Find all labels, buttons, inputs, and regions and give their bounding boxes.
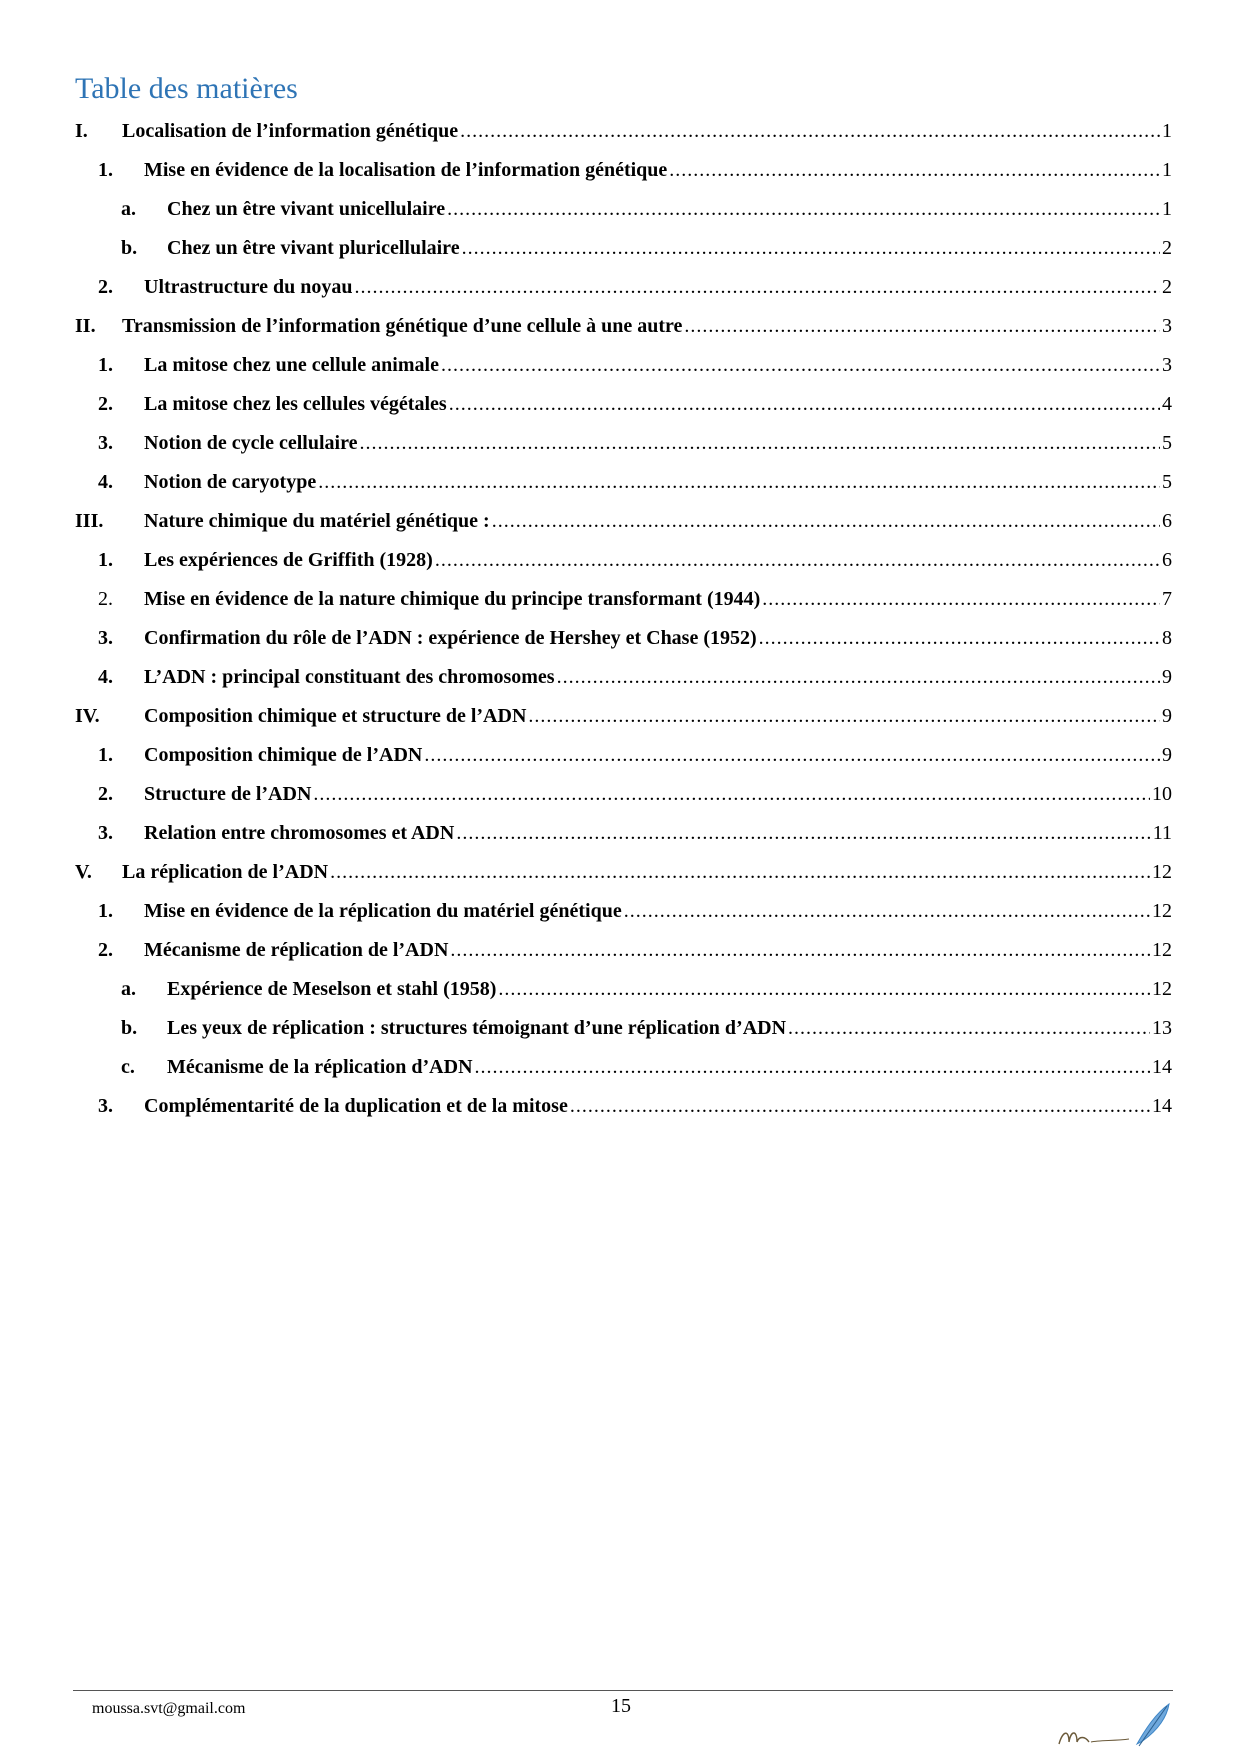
dot-leader [318,471,1160,494]
toc-entry-page: 1 [1162,159,1172,181]
dot-leader [498,978,1150,1001]
dot-leader [460,120,1160,143]
toc-entry-section-5[interactable] [75,853,1172,892]
dot-leader [462,237,1160,260]
toc-entry-5-2[interactable] [75,931,1172,970]
toc-entry-title: Structure de l’ADN [144,783,312,805]
dot-leader [447,198,1160,221]
dot-leader [450,939,1150,962]
toc-entry-page: 12 [1152,939,1172,961]
toc-entry-1-1-a[interactable] [75,190,1172,229]
dot-leader [449,393,1160,416]
dot-leader [669,159,1160,182]
toc-entry-title: Mécanisme de réplication de l’ADN [144,939,449,961]
toc-entry-4-1[interactable] [75,736,1172,775]
toc-entry-title: Les expériences de Griffith (1928) [144,549,433,571]
dot-leader [456,822,1150,845]
toc-entry-section-2[interactable] [75,307,1172,346]
toc-entry-number: 2. [98,783,113,805]
toc-entry-number: 1. [98,159,113,181]
toc-entry-page: 2 [1162,276,1172,298]
toc-entry-title: Relation entre chromosomes et ADN [144,822,455,844]
toc-entry-number: 2. [98,588,113,610]
toc-entry-page: 14 [1152,1056,1172,1078]
toc-entry-page: 1 [1162,198,1172,220]
toc-entry-number: 3. [98,627,113,649]
toc-entry-page: 3 [1162,315,1172,337]
toc-entry-1-1[interactable] [75,151,1172,190]
toc-entry-1-2[interactable] [75,268,1172,307]
toc-entry-number: I. [75,120,88,142]
toc-entry-title: Expérience de Meselson et stahl (1958) [167,978,497,1000]
toc-entry-number: 4. [98,471,113,493]
toc-entry-title: Composition chimique de l’ADN [144,744,423,766]
dot-leader [424,744,1160,767]
dot-leader [528,705,1160,728]
toc-entry-page: 9 [1162,744,1172,766]
toc-entry-page: 6 [1162,549,1172,571]
toc-entry-4-2[interactable] [75,775,1172,814]
page-number: 15 [611,1695,631,1717]
toc-entry-title: Localisation de l’information génétique [122,120,459,142]
dot-leader [313,783,1150,806]
dot-leader [624,900,1150,923]
toc-entry-1-1-b[interactable] [75,229,1172,268]
toc-entry-4-3[interactable] [75,814,1172,853]
toc-entry-page: 5 [1162,432,1172,454]
dot-leader [762,588,1160,611]
toc-entry-number: 1. [98,744,113,766]
toc-entry-section-3[interactable] [75,502,1172,541]
dot-leader [557,666,1160,689]
toc-title: Table des matières [75,72,298,105]
toc-entry-number: 2. [98,276,113,298]
toc-entry-page: 12 [1152,900,1172,922]
toc-entry-number: 1. [98,549,113,571]
toc-entry-page: 6 [1162,510,1172,532]
toc-entry-title: Mise en évidence de la localisation de l’information génétique [144,159,668,181]
toc-entry-5-3[interactable] [75,1087,1172,1126]
toc-entry-3-4[interactable] [75,658,1172,697]
toc-entry-page: 9 [1162,705,1172,727]
toc-entry-page: 2 [1162,237,1172,259]
toc-entry-page: 12 [1152,978,1172,1000]
toc-entry-page: 1 [1162,120,1172,142]
toc-entry-number: V. [75,861,92,883]
toc-entry-title: Ultrastructure du noyau [144,276,353,298]
toc-entry-2-3[interactable] [75,424,1172,463]
toc-entry-page: 7 [1162,588,1172,610]
toc-entry-number: II. [75,315,96,337]
toc-entry-number: IV. [75,705,100,727]
toc-entry-page: 4 [1162,393,1172,415]
dot-leader [359,432,1160,455]
toc-entry-title: Les yeux de réplication : structures témoignant d’une réplication d’ADN [167,1017,787,1039]
toc-entry-2-2[interactable] [75,385,1172,424]
dot-leader [684,315,1160,338]
toc-entry-title: La réplication de l’ADN [122,861,329,883]
toc-entry-page: 3 [1162,354,1172,376]
toc-entry-number: a. [121,978,136,1000]
dot-leader [441,354,1160,377]
toc-entry-title: Mise en évidence de la nature chimique du principe transformant (1944) [144,588,761,610]
toc-entry-title: Complémentarité de la duplication et de la mitose [144,1095,568,1117]
toc-entry-3-3[interactable] [75,619,1172,658]
toc-entry-title: Mécanisme de la réplication d’ADN [167,1056,473,1078]
toc-entry-page: 12 [1152,861,1172,883]
dot-leader [330,861,1150,884]
dot-leader [435,549,1160,572]
table-of-contents [75,112,1172,1126]
toc-entry-number: 4. [98,666,113,688]
toc-entry-title: Chez un être vivant unicellulaire [167,198,446,220]
toc-entry-page: 13 [1152,1017,1172,1039]
toc-entry-5-2-c[interactable] [75,1048,1172,1087]
toc-entry-page: 14 [1152,1095,1172,1117]
toc-entry-number: III. [75,510,104,532]
toc-entry-page: 5 [1162,471,1172,493]
toc-entry-title: Chez un être vivant pluricellulaire [167,237,460,259]
toc-entry-number: b. [121,237,138,259]
toc-entry-number: c. [121,1056,135,1078]
toc-entry-title: Notion de cycle cellulaire [144,432,358,454]
toc-entry-title: La mitose chez les cellules végétales [144,393,447,415]
toc-entry-number: 3. [98,432,113,454]
dot-leader [788,1017,1150,1040]
toc-entry-number: a. [121,198,136,220]
toc-entry-2-4[interactable] [75,463,1172,502]
toc-entry-2-1[interactable] [75,346,1172,385]
toc-entry-title: L’ADN : principal constituant des chromosomes [144,666,555,688]
toc-entry-page: 11 [1152,822,1172,844]
toc-entry-title: Confirmation du rôle de l’ADN : expérience de Hershey et Chase (1952) [144,627,757,649]
footer-divider [73,1690,1173,1691]
dot-leader [570,1095,1150,1118]
toc-entry-number: 3. [98,1095,113,1117]
toc-entry-number: b. [121,1017,138,1039]
toc-entry-number: 1. [98,900,113,922]
toc-entry-title: Notion de caryotype [144,471,317,493]
toc-entry-3-2[interactable] [75,580,1172,619]
toc-entry-5-2-b[interactable] [75,1009,1172,1048]
dot-leader [492,510,1160,533]
toc-entry-page: 10 [1152,783,1172,805]
toc-entry-title: Composition chimique et structure de l’ADN [144,705,527,727]
toc-entry-page: 9 [1162,666,1172,688]
dot-leader [355,276,1160,299]
toc-entry-number: 3. [98,822,113,844]
dot-leader [475,1056,1150,1079]
toc-entry-title: Mise en évidence de la réplication du matériel génétique [144,900,622,922]
toc-entry-3-1[interactable] [75,541,1172,580]
footer-email: moussa.svt@gmail.com [92,1700,246,1717]
toc-entry-section-1[interactable] [75,112,1172,151]
toc-entry-number: 1. [98,354,113,376]
toc-entry-page: 8 [1162,627,1172,649]
toc-entry-title: Nature chimique du matériel génétique : [144,510,490,532]
toc-entry-title: Transmission de l’information génétique d’une cellule à une autre [122,315,683,337]
toc-entry-5-1[interactable] [75,892,1172,931]
toc-entry-number: 2. [98,939,113,961]
toc-entry-title: La mitose chez une cellule animale [144,354,439,376]
toc-entry-5-2-a[interactable] [75,970,1172,1009]
dot-leader [759,627,1160,650]
feather-signature-logo-icon [1055,1700,1175,1750]
toc-entry-number: 2. [98,393,113,415]
toc-entry-section-4[interactable] [75,697,1172,736]
